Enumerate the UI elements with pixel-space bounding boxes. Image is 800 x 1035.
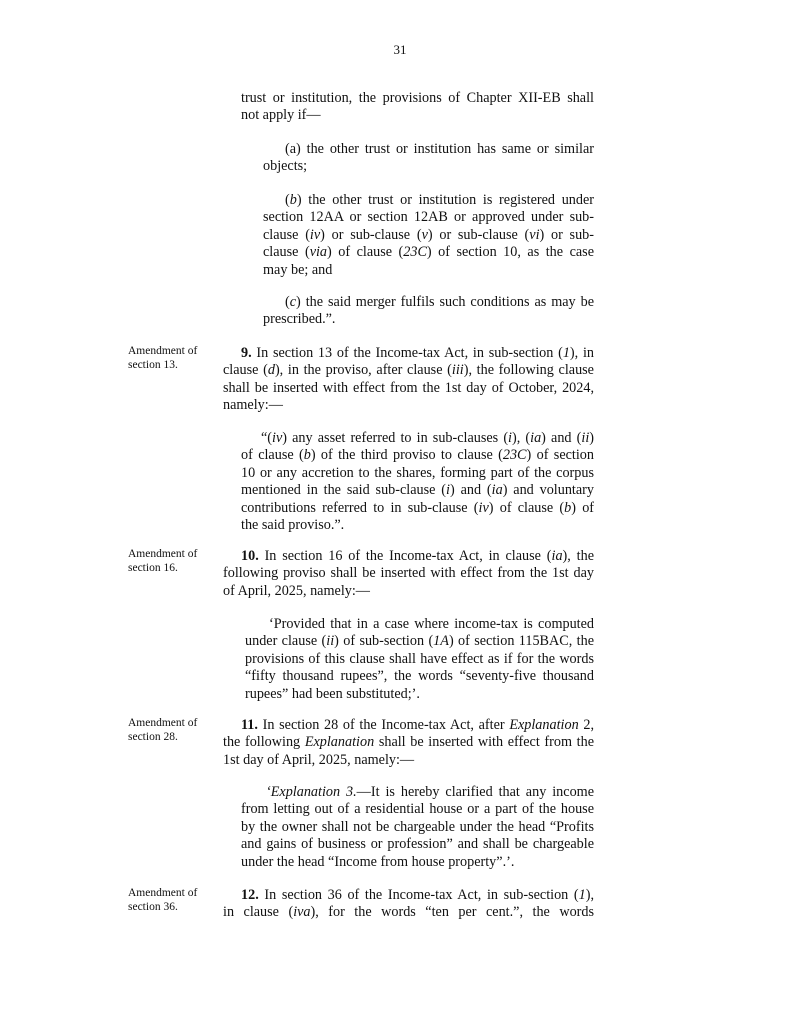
margin-note-section-28: Amendment of section 28. [128,717,198,743]
section-12-paragraph: 12. In section 36 of the Income-tax Act, in sub-section (1), in clause (iva), for the words “ten per cent.”, the words [223,887,594,921]
margin-note-section-13: Amendment of section 13. [128,345,198,371]
section-10-paragraph: 10. In section 16 of the Income-tax Act, in clause (ia), the following proviso shall be inserted with effect from the 1st day of April, 2025, namely:— [223,548,594,599]
margin-note-section-36: Amendment of section 36. [128,887,198,913]
section-10-proviso: ‘Provided that in a case where income-tax is computed under clause (ii) of sub-section (1A) of section 115BAC, the provisions of this clause shall have effect as if for the words “fifty thousand rupees”, the words “seventy-five thousand rupees” had been substituted;’. [245,616,594,702]
section-11-paragraph: 11. In section 28 of the Income-tax Act, after Explanation 2, the following Explanation shall be inserted with effect from the 1st day of April, 2025, namely:— [223,717,594,768]
section-9-inserted-clause: “(iv) any asset referred to in sub-clauses (i), (ia) and (ii) of clause (b) of the third proviso to clause (23C) of section 10 or any accretion to the shares, forming part of the corpus mentioned in the said sub-clause (i) and (ia) and voluntary contributions referred to in sub-clause (iv) of clause (b) of the said proviso.”. [241,430,595,534]
intro-paragraph: trust or institution, the provisions of Chapter XII-EB shall not apply if— [241,90,594,124]
page-number: 31 [393,42,407,57]
section-9-paragraph: 9. In section 13 of the Income-tax Act, in sub-section (1), in clause (d), in the proviso, after clause (iii), the following clause shall be inserted with effect from the 1st day of October, 2024, namely:— [223,345,594,414]
clause-c: (c) the said merger fulfils such conditions as may be prescribed.”. [263,294,594,328]
clause-a: (a) the other trust or institution has same or similar objects; [263,141,594,175]
clause-b: (b) the other trust or institution is registered under section 12AA or section 12AB or approved under sub- clause (iv) or sub-clause (v) or sub-clause (vi) or sub- clause (via) of clause (23C) of section 10, as the case may be; and [263,192,594,278]
section-11-explanation: ‘Explanation 3.—It is hereby clarified that any income from letting out of a residential house or a part of the house by the owner shall not be chargeable under the head “Profits and gains of business or profession” and shall be chargeable under the head “Income from house property”.’. [241,784,594,870]
margin-note-section-16: Amendment of section 16. [128,548,198,574]
